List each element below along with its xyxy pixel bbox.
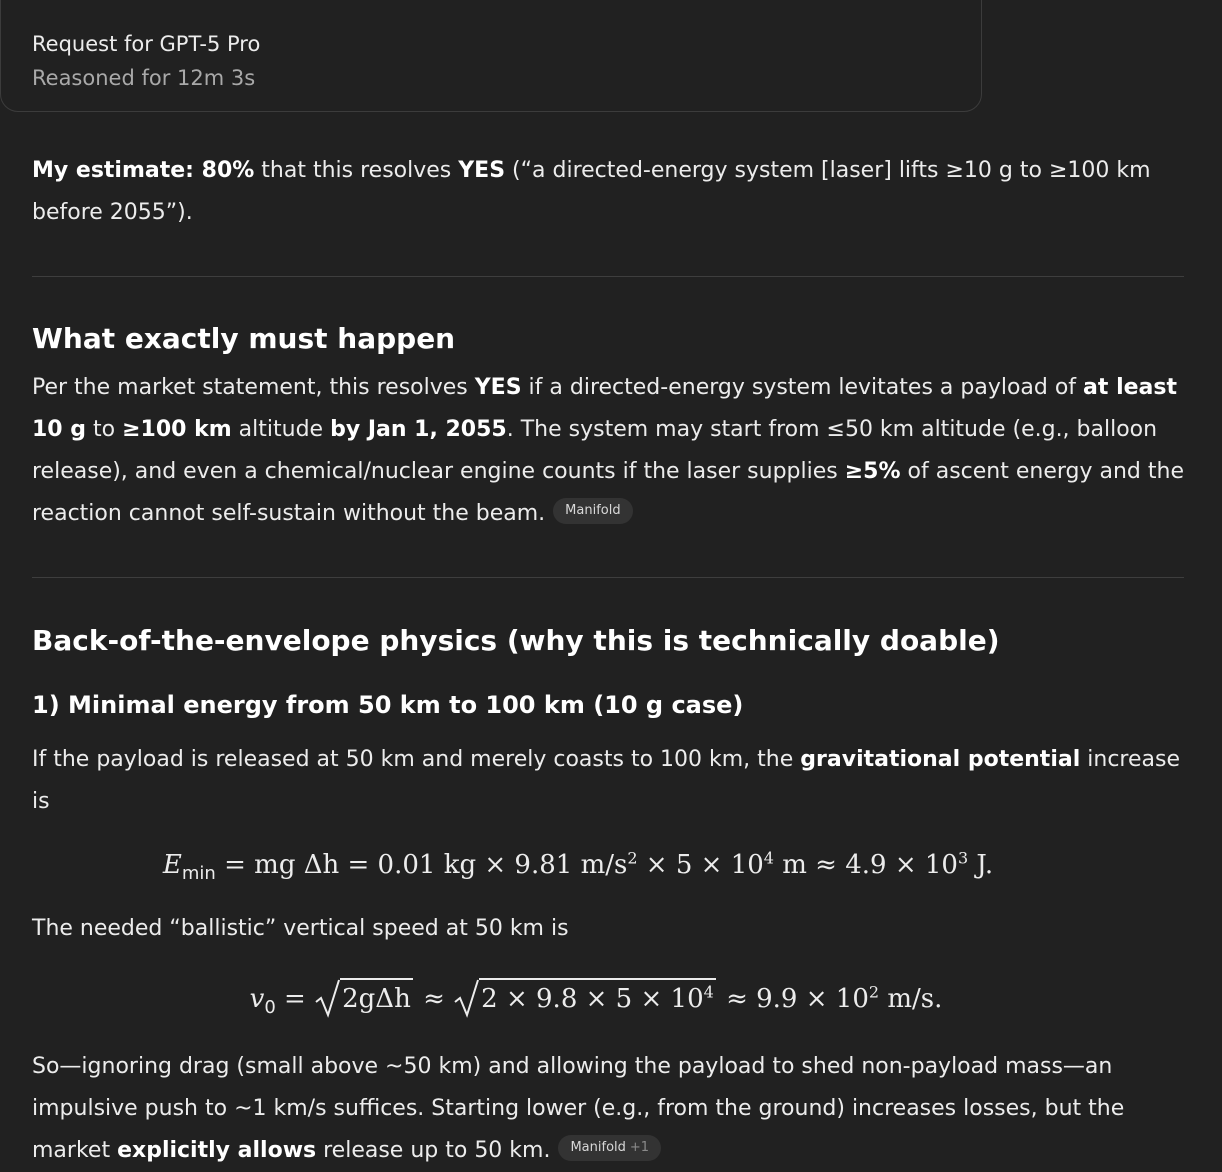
eq1-body: m ≈ 4.9 × 10	[773, 850, 958, 880]
criteria-text: of ascent energy and the reaction cannot self-sustain without the beam.	[32, 459, 1184, 526]
conclusion-bold: explicitly allows	[117, 1138, 317, 1163]
conclusion-text: release up to 50 km.	[316, 1138, 551, 1163]
equation-min-energy	[32, 845, 1184, 885]
eq2-lhs-sub: 0	[264, 997, 276, 1019]
citation-chip-manifold[interactable]: Manifold	[553, 498, 632, 524]
sqrt-2-body	[479, 978, 716, 1016]
estimate-label: My estimate: 80%	[32, 158, 255, 183]
criteria-percent: ≥5%	[844, 459, 901, 484]
estimate-yes: YES	[458, 158, 506, 183]
criteria-text: Per the market statement, this resolves	[32, 375, 475, 400]
eq2-equals: =	[275, 984, 315, 1014]
eq1-lhs-sub: min	[181, 863, 216, 885]
eq2-lhs: v	[249, 984, 265, 1014]
criteria-mass: at least 10 g	[32, 375, 1177, 442]
divider	[32, 276, 1184, 277]
citation-chip-manifold-plus[interactable]	[558, 1135, 661, 1161]
sqrt-2	[453, 978, 716, 1019]
eq1-exp: 4	[763, 848, 774, 868]
energy-paragraph	[32, 739, 1184, 823]
criteria-text: altitude	[231, 417, 331, 442]
radical-sign-icon	[314, 978, 340, 1018]
eq1-body: = mg Δh = 0.01 kg × 9.81 m/s	[215, 850, 628, 880]
sqrt-1-body: 2gΔh	[340, 978, 413, 1016]
estimate-text: that this resolves	[254, 158, 459, 183]
sqrt-2-text: 2 × 9.8 × 5 × 10	[481, 984, 704, 1014]
section-heading-physics: Back-of-the-envelope physics (why this is technically doable)	[32, 624, 1000, 657]
divider	[32, 577, 1184, 578]
eq2-approx: ≈	[414, 984, 454, 1014]
sqrt-2-exp: 4	[703, 982, 714, 1002]
eq1-body: J.	[968, 850, 994, 880]
eq2-end: m/s.	[879, 984, 943, 1014]
request-card	[0, 0, 982, 112]
eq1-exp: 3	[957, 848, 969, 868]
subheading-minimal-energy: 1) Minimal energy from 50 km to 100 km (10 g case)	[32, 691, 744, 719]
radical-sign-icon	[453, 978, 479, 1018]
energy-text: If the payload is released at 50 km and merely coasts to 100 km, the	[32, 747, 801, 772]
criteria-yes: YES	[474, 375, 522, 400]
eq1-exp: 2	[627, 848, 638, 868]
citation-label: Manifold	[570, 1140, 626, 1155]
resolution-criteria-paragraph	[32, 367, 1184, 535]
criteria-date: by Jan 1, 2055	[330, 417, 507, 442]
sqrt-1	[314, 978, 413, 1019]
eq2-tail: ≈ 9.9 × 10	[717, 984, 869, 1014]
energy-bold: gravitational potential	[800, 747, 1081, 772]
criteria-text: if a directed-energy system levitates a payload of	[521, 375, 1084, 400]
speed-paragraph: The needed “ballistic” vertical speed at 50 km is	[32, 916, 569, 941]
conclusion-text: So—ignoring drag (small above ~50 km) and allowing the payload to shed non-payload mass—an impulsive push to ~1 km/s suffices. Starting lower (e.g., from the ground) increases losses, but the market	[32, 1054, 1125, 1163]
energy-text: increase is	[32, 747, 1180, 814]
eq2-tail-exp: 2	[868, 982, 880, 1002]
eq1-body: × 5 × 10	[637, 850, 764, 880]
estimate-quote: (“a directed-energy system [laser] lifts ≥10 g to ≥100 km before 2055”).	[32, 158, 1151, 225]
request-title: Request for GPT-5 Pro	[32, 32, 261, 56]
estimate-paragraph	[32, 150, 1162, 234]
equation-velocity	[32, 978, 1184, 1019]
section-heading-what-must-happen: What exactly must happen	[32, 322, 456, 355]
reasoning-duration[interactable]: Reasoned for 12m 3s	[32, 66, 256, 90]
eq1-lhs: E	[162, 850, 182, 880]
criteria-altitude: ≥100 km	[122, 417, 232, 442]
criteria-text: to	[86, 417, 123, 442]
citation-count: +1	[629, 1140, 650, 1155]
answer-content	[32, 150, 1184, 1172]
criteria-text: . The system may start from ≤50 km altitude (e.g., balloon release), and even a chemical/nuclear engine counts if the laser supplies	[32, 417, 1158, 484]
conclusion-paragraph	[32, 1046, 1184, 1172]
